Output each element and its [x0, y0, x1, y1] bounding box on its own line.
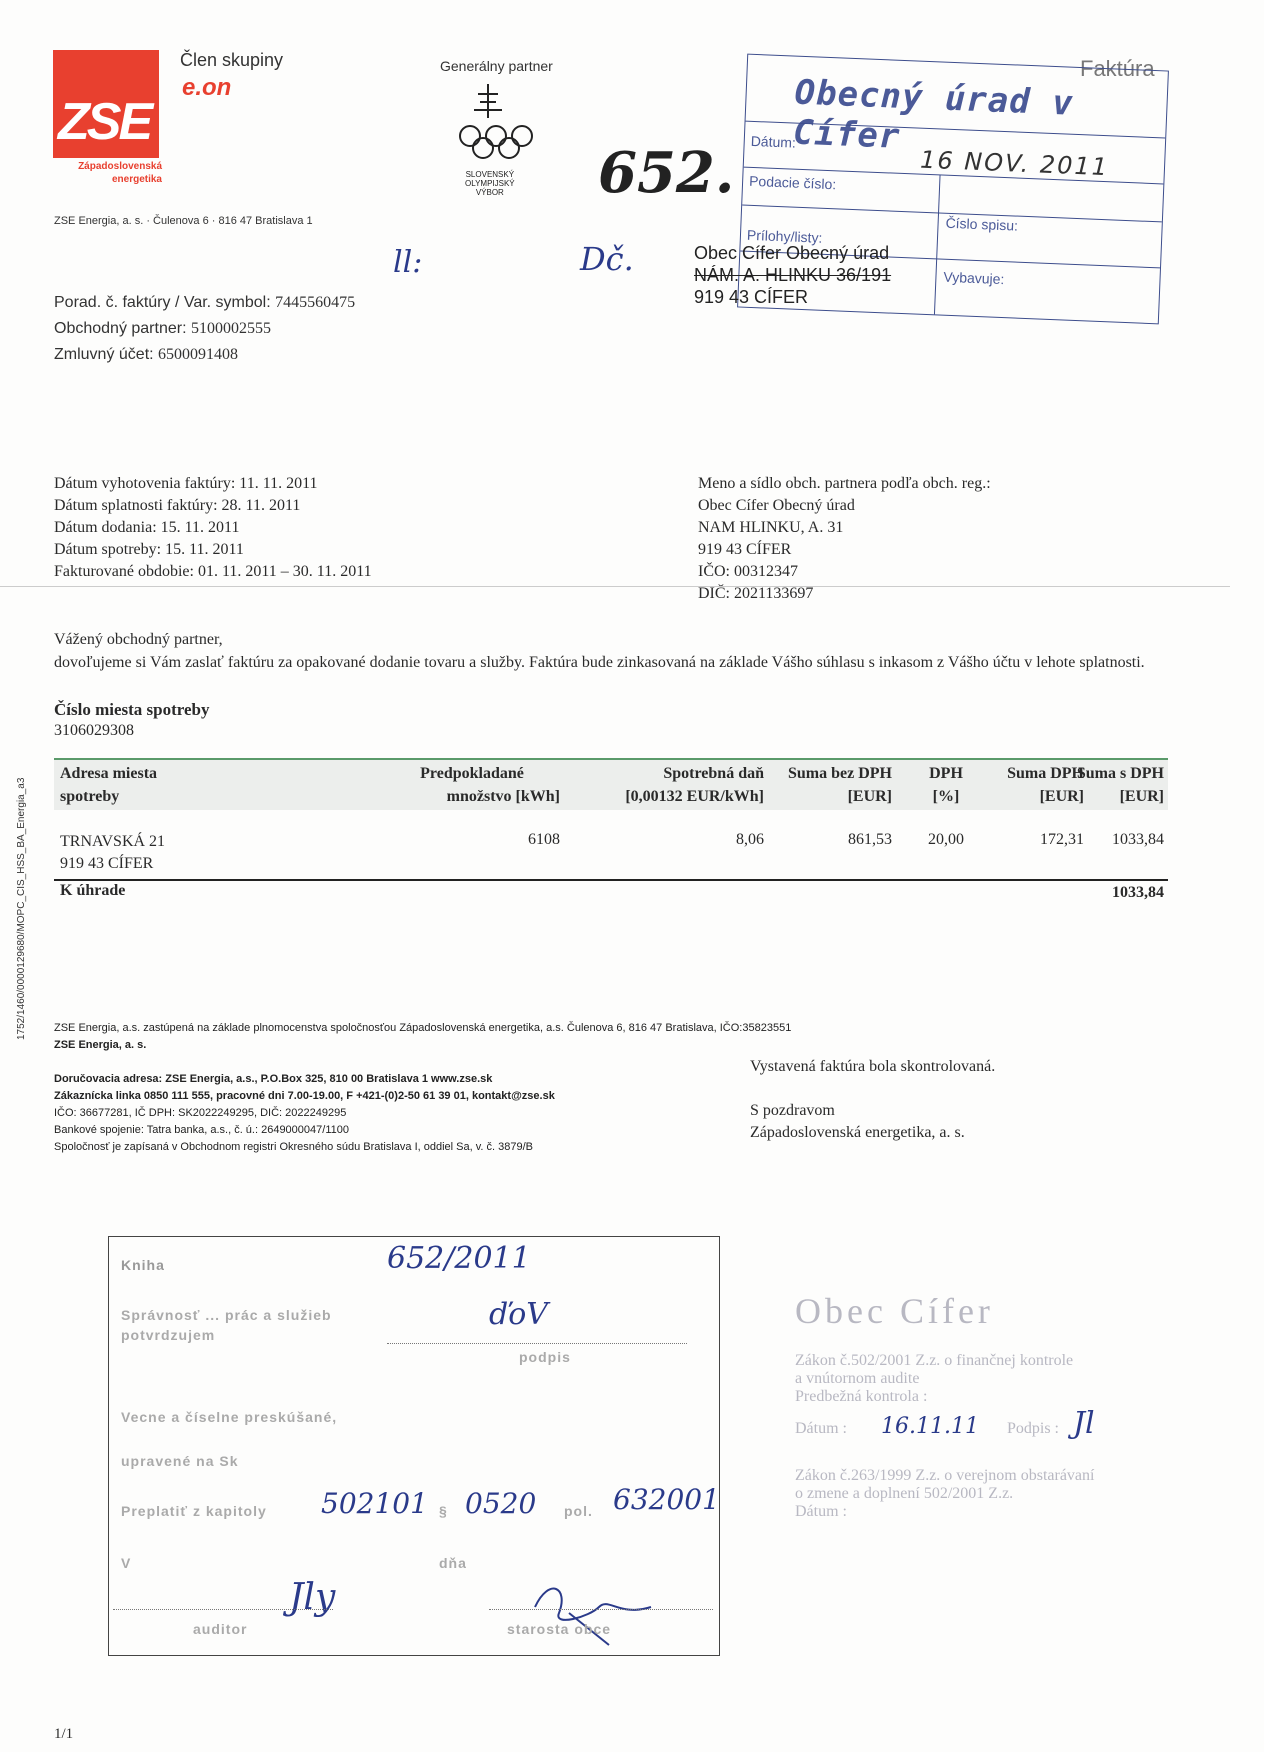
ledger-book-number: 652/2011: [387, 1241, 531, 1276]
stamp-podacie-label: Podacie číslo:: [748, 172, 837, 193]
ledger-spravnost-label: Správnosť ... prác a služieb potvrdzujem: [121, 1307, 332, 1343]
ledger-kapitola: 502101: [321, 1487, 428, 1520]
ledger-starosta-label: starosta obce: [507, 1621, 612, 1637]
ledger-vecne-label: Vecne a číselne preskúšané,: [121, 1409, 338, 1425]
handwritten-initials: ll:: [393, 245, 423, 280]
auditor-signature: Jly: [289, 1577, 336, 1618]
ledger-v-label: V: [121, 1555, 132, 1571]
company-address: ZSE Energia, a. s. · Čulenova 6 · 816 47 Bratislava 1: [54, 215, 313, 227]
row-qty: 6108: [528, 831, 560, 848]
invoice-references: Porad. č. faktúry / Var. symbol: 7445560475 Obchodný partner: 5100002555 Zmluvný účet: 6500091408: [54, 294, 356, 363]
col-address-header: Adresa miesta spotreby: [60, 765, 158, 805]
handwritten-number: 652.: [598, 140, 735, 206]
ledger-signature: ďoV: [489, 1297, 548, 1332]
group-label: Člen skupiny: [180, 50, 284, 70]
company-footer: ZSE Energia, a.s. zastúpená na základe plnomocenstva spoločnosťou Západoslovenská energetika, a.s. Čulenova 6, 816 47 Bratislava, IČO:35823551 ZSE Energia, a. s. Doručovacia adresa: ZSE Energia, a.s., P.O.Box 325, 810 00 Bratislava 1 www.zse.sk Zákaznícka linka 0850 111 555, pracovné dni 7.00-19.00, F +421-(0)2-50 61 39 01, kontakt@zse.sk IČO: 36677281, IČ DPH: SK2022249295, DIČ: 2022249295 Bankové spojenie: Tatra banka, a.s., č. ú.: 2649000047/1100 Spoločnosť je zapísaná v Obchodnom registri Okresného súdu Bratislava I, oddiel Sa, v. č. 3879/B: [54, 1022, 792, 1153]
ledger-preplatit-label: Preplatiť z kapitoly: [121, 1503, 267, 1519]
row-tax: 8,06: [736, 831, 764, 848]
total-label: K úhrade: [60, 882, 126, 899]
stamp-vybavuje-label: Vybavuje:: [943, 268, 1005, 288]
document-title: Faktúra: [1080, 56, 1155, 81]
contract-number: 6500091408: [158, 346, 239, 363]
recipient-address: Obec Cífer Obecný úrad NÁM. A. HLINKU 36/191 919 43 CÍFER: [694, 243, 892, 307]
row-gross: 1033,84: [1112, 831, 1164, 848]
row-vat: 172,31: [1040, 831, 1084, 848]
handwritten-initials: Dč.: [580, 240, 634, 278]
olympic-committee-text: SLOVENSKÝ OLYMPIJSKÝ VÝBOR: [465, 170, 515, 197]
page-number: 1/1: [54, 1726, 74, 1742]
finance-control-stamp: Obec Cífer Zákon č.502/2001 Z.z. o finančnej kontrole a vnútornom audite Predbežná kontrola : Dátum : 16.11.11 Podpis : Jl Zákon č.263/1999 Z.z. o verejnom obstarávaní o zmene a doplnení 502/2001 Z.z. Dátum :: [795, 1291, 1095, 1520]
eon-logo: e.on: [182, 74, 232, 101]
side-document-code: 1752/1460/0000129680/MOPC_CIS_HSS_BA_Energia_a3: [16, 777, 27, 1040]
invoice-number: 7445560475: [275, 294, 356, 311]
stamp-date-label: Dátum:: [750, 132, 797, 151]
ledger-kniha-label: Kniha: [121, 1257, 165, 1273]
ledger-paragraph: 0520: [465, 1487, 537, 1520]
row-address: TRNAVSKÁ 21 919 43 CÍFER: [60, 833, 166, 872]
letter-text: Vážený obchodný partner, dovoľujeme si Vám zaslať faktúru za opakované dodanie tovaru a služby. Faktúra bude zinkasovaná na základe Vášho súhlasu s inkasom z Vášho účtu v lehote splatnosti.: [54, 631, 1145, 671]
ledger-auditor-label: auditor: [193, 1621, 248, 1637]
logo-subtitle: Západoslovenská energetika: [78, 161, 162, 185]
ledger-upravene-label: upravené na Sk: [121, 1453, 239, 1469]
logo-text: ZSE: [58, 93, 151, 151]
col-gross-header: Suma s DPH [EUR]: [1076, 765, 1164, 805]
ledger-podpis-label: podpis: [519, 1349, 571, 1365]
ledger-polozka: 632001: [613, 1483, 720, 1516]
consumption-point-label: Číslo miesta spotreby: [54, 700, 210, 719]
general-partner-label: Generálny partner: [440, 58, 553, 74]
stamp-spis-label: Číslo spisu:: [945, 214, 1019, 234]
row-net: 861,53: [848, 831, 892, 848]
ledger-pol-label: pol.: [564, 1503, 593, 1519]
closing-text: Vystavená faktúra bola skontrolovaná. S pozdravom Západoslovenská energetika, a. s.: [750, 1058, 996, 1141]
ledger-stamp: [108, 1236, 720, 1656]
obec-date: 16.11.11: [881, 1414, 979, 1439]
row-vat-pct: 20,00: [928, 831, 964, 848]
col-tax-header: Spotrebná daň [0,00132 EUR/kWh]: [625, 765, 764, 805]
partner-number: 5100002555: [190, 320, 271, 337]
col-vat-pct-header: DPH [%]: [929, 765, 963, 805]
ledger-dna-label: dňa: [439, 1555, 467, 1571]
col-qty-header: Predpokladané množstvo [kWh]: [420, 765, 560, 805]
invoice-dates: Dátum vyhotovenia faktúry: 11. 11. 2011 Dátum splatnosti faktúry: 28. 11. 2011 Dátum dodania: 15. 11. 2011 Dátum spotreby: 15. 11. 2011 Fakturované obdobie: 01. 11. 2011 – 30. 11. 2011: [54, 475, 372, 580]
stamp-prilohy-label: Prílohy/listy:: [746, 226, 823, 246]
consumption-point-value: 3106029308: [54, 722, 134, 739]
divider: [0, 586, 1230, 587]
ledger-par-label: §: [439, 1503, 448, 1519]
col-vat-header: Suma DPH [EUR]: [1007, 765, 1084, 805]
total-value: 1033,84: [1112, 884, 1164, 901]
olympic-rings-icon: [458, 122, 534, 162]
stamp-title: Obecný úrad v Cífer: [792, 72, 1075, 157]
stamp-date: 16 NOV. 2011: [919, 145, 1110, 182]
col-net-header: Suma bez DPH [EUR]: [788, 765, 892, 805]
partner-info: Meno a sídlo obch. partnera podľa obch. reg.: Obec Cífer Obecný úrad NAM HLINKU, A. 31 919 43 CÍFER IČO: 00312347 DIČ: 2021133697: [698, 475, 991, 602]
olympic-emblem-icon: [470, 82, 506, 120]
obec-signature: Jl: [1072, 1406, 1095, 1441]
obec-title: Obec Cífer: [795, 1291, 994, 1331]
